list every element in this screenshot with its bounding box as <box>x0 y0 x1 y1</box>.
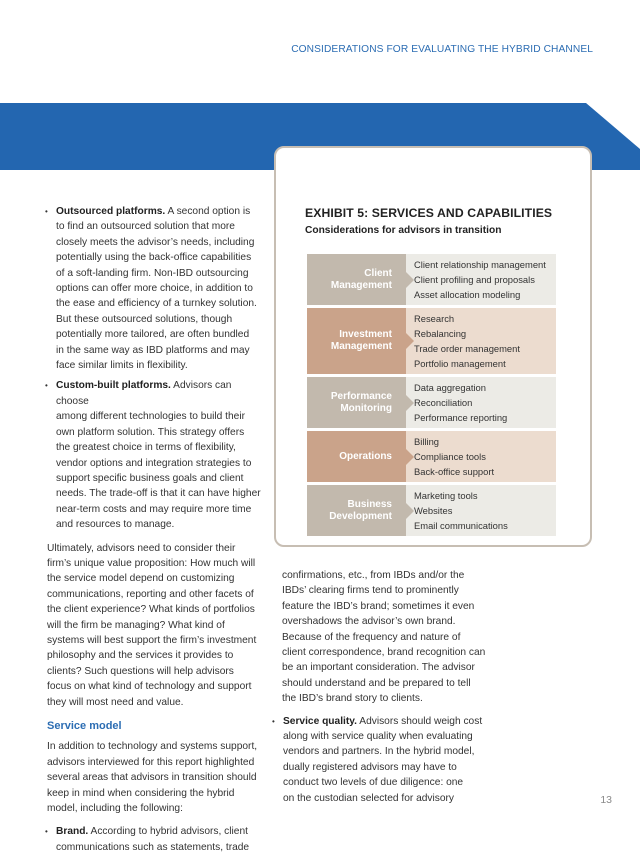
capability-item: Email communications <box>414 520 508 531</box>
capability-item: Data aggregation <box>414 382 486 393</box>
running-header: CONSIDERATIONS FOR EVALUATING THE HYBRID CHANNEL <box>291 44 593 55</box>
right-column <box>282 568 502 806</box>
matrix-capability-list <box>406 254 556 305</box>
capability-item: Reconciliation <box>414 397 473 408</box>
capability-item: Websites <box>414 505 453 516</box>
bullet-text: Advisors can choose among different technologies to build their own platform solution. This strategy offers the greatest choice in terms of flexibility, vendor options and integration strategies to support specific business goals and client needs. The trade-off is that it can have higher near-term costs and may require more time and resources to manage. <box>56 380 261 531</box>
page-number: 13 <box>600 794 612 806</box>
section-title: Service model <box>47 720 122 732</box>
exhibit-subtitle: Considerations for advisors in transition <box>305 225 502 236</box>
bullet-service-quality <box>274 714 494 806</box>
capability-item: Client profiling and proposals <box>414 274 535 285</box>
matrix-category-label: Operations <box>307 431 406 482</box>
capability-item: Research <box>414 313 455 324</box>
matrix-row <box>307 431 556 482</box>
exhibit-title: EXHIBIT 5: SERVICES AND CAPABILITIES <box>305 206 553 220</box>
bullet-term: Custom-built platforms. <box>56 380 171 392</box>
bullet-text: According to hybrid advisors, client communications such as statements, trade <box>56 826 250 853</box>
paragraph-brand-continued: confirmations, etc., from IBDs and/or the IBDs’ clearing firms tend to prominently feature the IBD’s brand; sometimes it even overshadows the advisor’s own brand. Because of the frequency and nature of client correspondence, brand recognition can be an important consideration. The advisor should understand and be prepared to tell the IBD’s brand story to clients. <box>282 570 486 705</box>
bullet-term: Brand. <box>56 826 89 838</box>
bullet-brand <box>47 824 267 855</box>
matrix-category-label: Investment Management <box>307 308 406 374</box>
bullet-text: A second option is to find an outsourced solution that more closely meets the advisor’s needs, including potentially using the back-office capabilities of a soft-landing firm. Non-IBD outsourcing options can offer more choice, in addition to the ease and efficiency of a turnkey solution. But these outsourced solutions, though potentially more tailored, are often bundled in the same way as IBD platforms and may face similar limits in flexibility. <box>56 206 257 372</box>
bullet-term: Service quality. <box>283 715 357 727</box>
matrix-capability-list <box>406 485 556 536</box>
capability-item: Asset allocation modeling <box>414 289 521 300</box>
matrix-capability-list <box>406 431 556 482</box>
matrix-row <box>307 377 556 428</box>
matrix-capability-list <box>406 377 556 428</box>
matrix-row <box>307 254 556 305</box>
capability-item: Compliance tools <box>414 451 486 462</box>
paragraph-service-model-intro: In addition to technology and systems support, advisors interviewed for this report highlighted several areas that advisors in transition should keep in mind when considering the hybrid model, including the following: <box>47 741 258 815</box>
capability-item: Trade order management <box>414 343 520 354</box>
matrix-capability-list <box>406 308 556 374</box>
paragraph-value-proposition: Ultimately, advisors need to consider their firm’s unique value proposition: How much will the service model depend on customizing communications, reporting and other facets of the client experience? What kinds of portfolios will the firm be managing? What kind of systems will best support the firm’s investment philosophy and the services it provides to clients? Such questions will help advisors focus on what kind of technology and support they will most need and value. <box>47 542 257 708</box>
capability-item: Marketing tools <box>414 490 478 501</box>
matrix-row <box>307 485 556 536</box>
capability-item: Client relationship management <box>414 259 546 270</box>
capability-item: Portfolio management <box>414 358 506 369</box>
bullet-outsourced-platforms <box>47 204 267 373</box>
matrix-category-label: Performance Monitoring <box>307 377 406 428</box>
matrix-row <box>307 308 556 374</box>
capability-item: Billing <box>414 436 440 447</box>
capability-item: Back-office support <box>414 466 495 477</box>
capability-item: Performance reporting <box>414 412 508 423</box>
left-column <box>47 204 267 855</box>
bullet-custom-built-platforms <box>47 378 267 532</box>
bullet-term: Outsourced platforms. <box>56 206 166 217</box>
matrix-category-label: Business Development <box>307 485 406 536</box>
bullet-text: Advisors should weigh cost along with service quality when evaluating vendors and partners. In the hybrid model, dually registered advisors may have to conduct two levels of due diligence: one on the custodian selected for advisory <box>283 715 483 804</box>
services-matrix <box>307 254 556 539</box>
matrix-category-label: Client Management <box>307 254 406 305</box>
capability-item: Rebalancing <box>414 328 467 339</box>
